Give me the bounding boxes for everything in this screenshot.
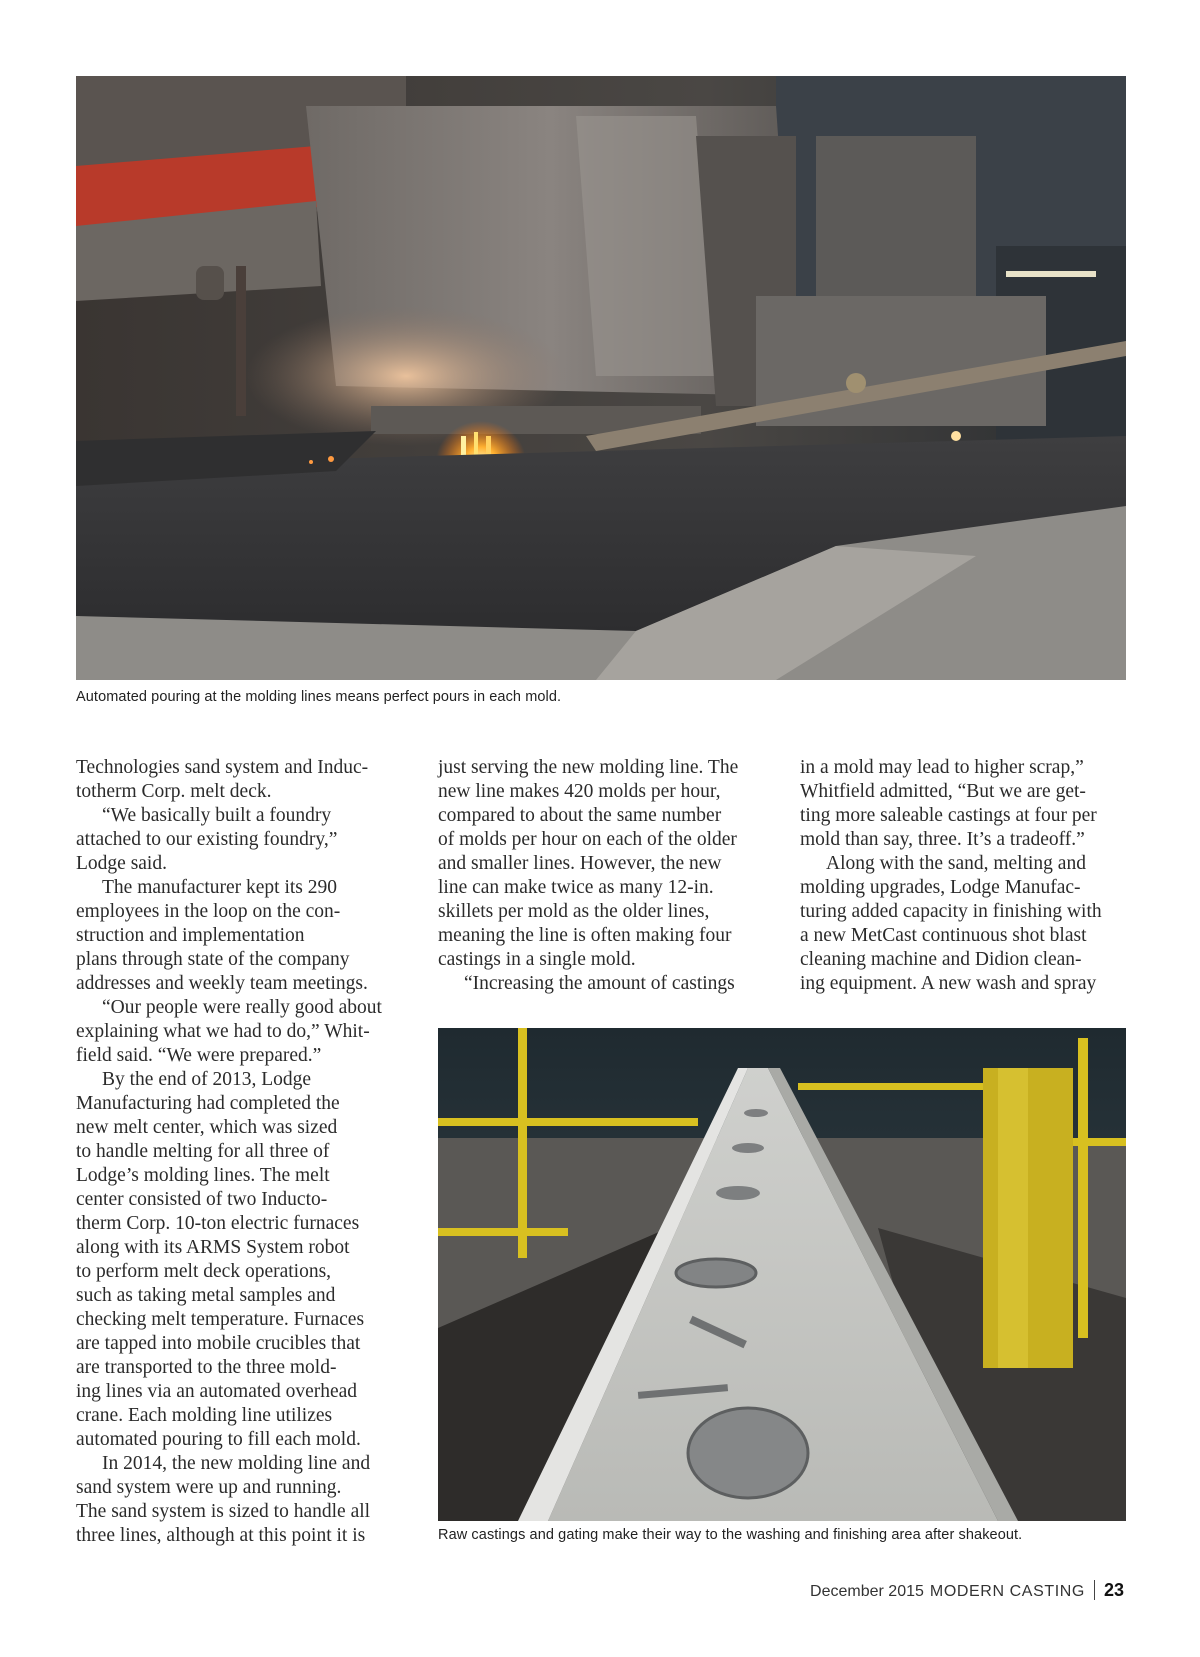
text-line: Technologies sand system and Induc- bbox=[76, 757, 369, 778]
text-line: in a mold may lead to higher scrap,” bbox=[800, 757, 1084, 778]
page-footer bbox=[810, 1580, 1124, 1601]
text-line: compared to about the same number bbox=[438, 805, 722, 826]
text-line: such as taking metal samples and bbox=[76, 1285, 336, 1306]
text-line: crane. Each molding line utilizes bbox=[76, 1405, 333, 1426]
text-line: skillets per mold as the older lines, bbox=[438, 901, 710, 922]
conveyor-photo-caption: Raw castings and gating make their way to the washing and finishing area after shakeout. bbox=[438, 1527, 1023, 1543]
text-line: castings in a single mold. bbox=[438, 949, 636, 970]
footer-divider bbox=[1094, 1580, 1095, 1600]
page-number: 23 bbox=[1103, 1580, 1124, 1600]
magazine-name: MODERN CASTING bbox=[929, 1583, 1085, 1600]
text-line: new melt center, which was sized bbox=[76, 1117, 338, 1138]
text-line: meaning the line is often making four bbox=[438, 925, 732, 946]
text-line: totherm Corp. melt deck. bbox=[76, 781, 272, 802]
text-line: employees in the loop on the con- bbox=[76, 901, 341, 922]
text-line: three lines, although at this point it is bbox=[76, 1525, 366, 1546]
text-line: Lodge said. bbox=[76, 853, 167, 874]
text-line: Along with the sand, melting and bbox=[826, 853, 1086, 874]
text-line: ting more saleable castings at four per bbox=[800, 805, 1097, 826]
text-column-1 bbox=[76, 756, 406, 1548]
text-line: mold than say, three. It’s a tradeoff.” bbox=[800, 829, 1085, 850]
text-line: therm Corp. 10-ton electric furnaces bbox=[76, 1213, 360, 1234]
text-line: Manufacturing had completed the bbox=[76, 1093, 340, 1114]
text-line: The manufacturer kept its 290 bbox=[102, 877, 337, 898]
text-line: turing added capacity in finishing with bbox=[800, 901, 1102, 922]
text-line: are tapped into mobile crucibles that bbox=[76, 1333, 361, 1354]
text-line: plans through state of the company bbox=[76, 949, 350, 970]
text-column-2 bbox=[438, 756, 768, 996]
conveyor-photo bbox=[438, 1028, 1126, 1521]
text-line: In 2014, the new molding line and bbox=[102, 1453, 371, 1474]
text-line: ing lines via an automated overhead bbox=[76, 1381, 358, 1402]
text-line: to perform melt deck operations, bbox=[76, 1261, 332, 1282]
text-line: to handle melting for all three of bbox=[76, 1141, 330, 1162]
text-line: new line makes 420 molds per hour, bbox=[438, 781, 721, 802]
text-line: field said. “We were prepared.” bbox=[76, 1045, 322, 1066]
text-line: cleaning machine and Didion clean- bbox=[800, 949, 1082, 970]
text-line: and smaller lines. However, the new bbox=[438, 853, 722, 874]
text-line: are transported to the three mold- bbox=[76, 1357, 337, 1378]
text-line: “Our people were really good about bbox=[102, 997, 382, 1018]
text-line: a new MetCast continuous shot blast bbox=[800, 925, 1087, 946]
text-line: checking melt temperature. Furnaces bbox=[76, 1309, 365, 1330]
text-line: ing equipment. A new wash and spray bbox=[800, 973, 1097, 994]
text-line: automated pouring to fill each mold. bbox=[76, 1429, 361, 1450]
text-column-3 bbox=[800, 756, 1130, 996]
pouring-photo-caption: Automated pouring at the molding lines means perfect pours in each mold. bbox=[76, 689, 562, 705]
text-line: By the end of 2013, Lodge bbox=[102, 1069, 312, 1090]
issue-date: December 2015 bbox=[810, 1583, 924, 1600]
text-line: just serving the new molding line. The bbox=[438, 757, 739, 778]
text-line: center consisted of two Inducto- bbox=[76, 1189, 328, 1210]
text-line: of molds per hour on each of the older bbox=[438, 829, 737, 850]
text-line: Whitfield admitted, “But we are get- bbox=[800, 781, 1086, 802]
pouring-photo bbox=[76, 76, 1126, 680]
text-line: attached to our existing foundry,” bbox=[76, 829, 338, 850]
text-line: Lodge’s molding lines. The melt bbox=[76, 1165, 330, 1186]
text-line: line can make twice as many 12-in. bbox=[438, 877, 714, 898]
text-line: addresses and weekly team meetings. bbox=[76, 973, 368, 994]
text-line: The sand system is sized to handle all bbox=[76, 1501, 371, 1522]
text-line: molding upgrades, Lodge Manufac- bbox=[800, 877, 1081, 898]
text-line: “We basically built a foundry bbox=[102, 805, 332, 826]
text-line: explaining what we had to do,” Whit- bbox=[76, 1021, 370, 1042]
text-line: struction and implementation bbox=[76, 925, 305, 946]
text-line: “Increasing the amount of castings bbox=[464, 973, 735, 994]
text-line: sand system were up and running. bbox=[76, 1477, 342, 1498]
text-line: along with its ARMS System robot bbox=[76, 1237, 350, 1258]
